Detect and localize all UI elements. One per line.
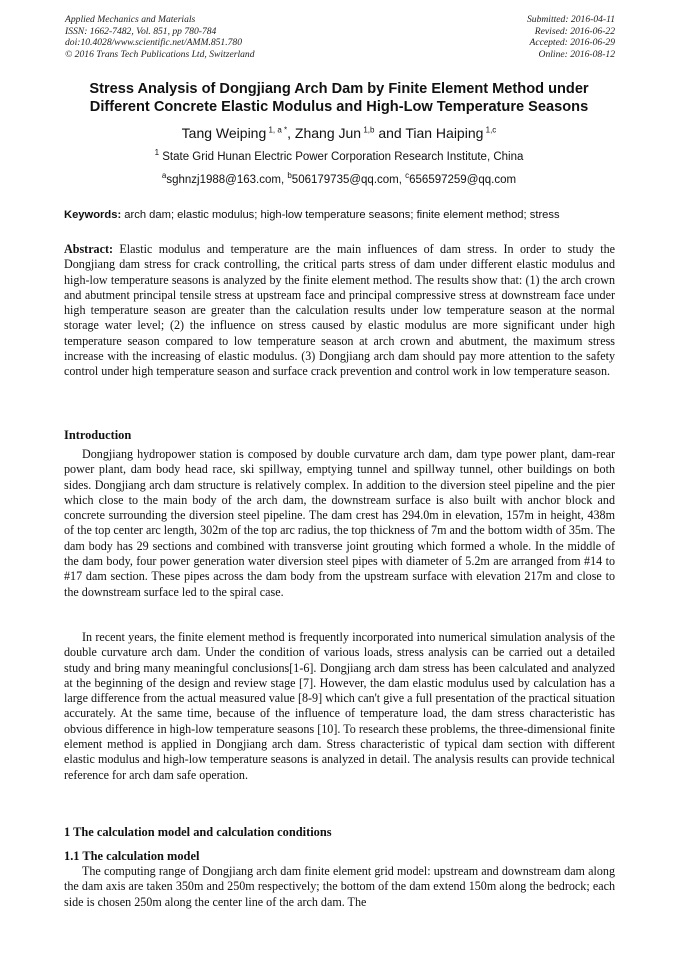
section-1-1-heading: 1.1 The calculation model: [64, 849, 200, 863]
submitted-date: Submitted: 2016-04-11: [526, 14, 615, 25]
author-list: [40, 124, 638, 142]
affiliation: [40, 150, 638, 164]
abstract: [64, 242, 615, 380]
author-1: Tang Weiping: [181, 125, 267, 141]
issn-line: ISSN: 1662-7482, Vol. 851, pp 780-784: [65, 25, 217, 37]
introduction-paragraph-1: Dongjiang hydropower station is composed by double curvature arch dam, dam type power plant, dam-rear power plant, dam body head race, ski spillway, emptying tunnel and spillway tunnel, other buildings on both sides. Dongjiang arch dam structure is relatively complex. In addition to the diversion steel pipeline and the pier which close to the main body of the arch dam, the downstream surface is also built with anchor block and concrete surrounding the diversion steel pipeline. The dam crest has 294.0m in elevation, 157m in height, 438m of the top center arc length, 302m of the top arc radius, the top thickness of 7m and the bottom width of 35m. The dam body has 29 sections and combined with transverse joint grouting which formed a whole. In the middle of the dam body, four power generation water diversion steel pipes with diameter of 5.2m are arranged from #14 to #17 dam section. These pipes across the dam body from the upstream surface with elevation 217m and close to the downstream surface led to the spiral case.: [64, 447, 615, 599]
author-2-sup: 1,b: [361, 125, 375, 135]
abstract-label: Abstract:: [64, 242, 114, 256]
copyright-line: © 2016 Trans Tech Publications Ltd, Switzerland: [65, 48, 255, 60]
section-1-heading: 1 The calculation model and calculation conditions: [64, 825, 332, 839]
author-emails: [40, 173, 638, 187]
email-a-sup: a: [161, 171, 167, 181]
revised-date: Revised: 2016-06-22: [534, 25, 615, 37]
author-1-sup: 1, a *: [266, 125, 288, 135]
keywords-text: arch dam; elastic modulus; high-low temperature seasons; finite element method; stress: [121, 209, 560, 221]
affiliation-sup: 1: [154, 148, 160, 158]
email-a: sghnzj1988@163.com,: [166, 174, 288, 186]
email-c: 656597259@qq.com: [409, 174, 517, 186]
submission-dates: [527, 14, 615, 60]
keywords: [64, 208, 616, 222]
journal-name: Applied Mechanics and Materials: [65, 14, 196, 25]
online-date: Online: 2016-08-12: [538, 48, 615, 60]
keywords-label: Keywords:: [64, 209, 122, 221]
introduction-paragraph-2: In recent years, the finite element method is frequently incorporated into numerical simulation analysis of the double curvature arch dam. Under the condition of various loads, stress analysis can be carried out a detailed study and bring many meaningful conclusions[1-6]. Dongjiang arch dam stress has been calculated and analyzed at the beginning of the design and review stage [7]. However, the dam elastic modulus used by calculation has a large difference from the actual measured value [8-9] which can't give a full presentation of the practical situation accurately. At the same time, because of the influence of temperature load, the dam stress characteristic has obvious difference in high-low temperature seasons [10]. To research these problems, the three-dimensional finite element method is applied in Dongjiang arch dam. Stress characteristic of typical dam section with different elastic modulus and high-low temperature seasons is analyzed in detail. The analysis results can provide technical reference for arch dam safe operation.: [64, 630, 615, 782]
author-2: , Zhang Jun: [287, 125, 362, 141]
section-1-1-paragraph: The computing range of Dongjiang arch dam finite element grid model: upstream and downstream dam along the dam axis are taken 350m and 250m respectively; the bottom of the dam extend 150m along the bedrock; each side is chosen 250m along the center line of the arch dam. The: [64, 864, 615, 909]
email-b: 506179735@qq.com,: [291, 174, 406, 186]
email-c-sup: c: [405, 171, 410, 181]
accepted-date: Accepted: 2016-06-29: [529, 37, 615, 49]
title-line-2: Different Concrete Elastic Modulus and High-Low Temperature Seasons: [89, 99, 589, 115]
email-b-sup: b: [287, 171, 292, 181]
title-line-1: Stress Analysis of Dongjiang Arch Dam by Finite Element Method under: [89, 81, 589, 97]
paper-title: [40, 80, 638, 116]
doi-line: doi:10.4028/www.scientific.net/AMM.851.780: [65, 37, 243, 49]
author-3-sup: 1,c: [483, 125, 497, 135]
abstract-text: Elastic modulus and temperature are the main influences of dam stress. In order to study the Dongjiang dam stress for crack controlling, the critical parts stress of dam under different elastic modulus and high-low temperature seasons is analyzed by the finite element method. The results show that: (1) the arch crown and abutment principal tensile stress at upstream face and principal compressive stress at downstream face under high temperature season are greater than the calculation results under low temperature season at the normal storage water level; (2) the influence on stress caused by elastic modulus are more significant under high temperature season compared to low temperature season at arch crown and abutment, the maximum stress increase with the increasing of elastic modulus. (3) Dongjiang arch dam should pay more attention to the safety control under high temperature season and surface crack prevention and control work in low temperature season.: [64, 242, 615, 379]
affiliation-text: State Grid Hunan Electric Power Corporation Research Institute, China: [159, 151, 524, 163]
introduction-heading: Introduction: [64, 428, 132, 442]
journal-info: [65, 14, 255, 60]
author-3: and Tian Haiping: [374, 125, 484, 141]
